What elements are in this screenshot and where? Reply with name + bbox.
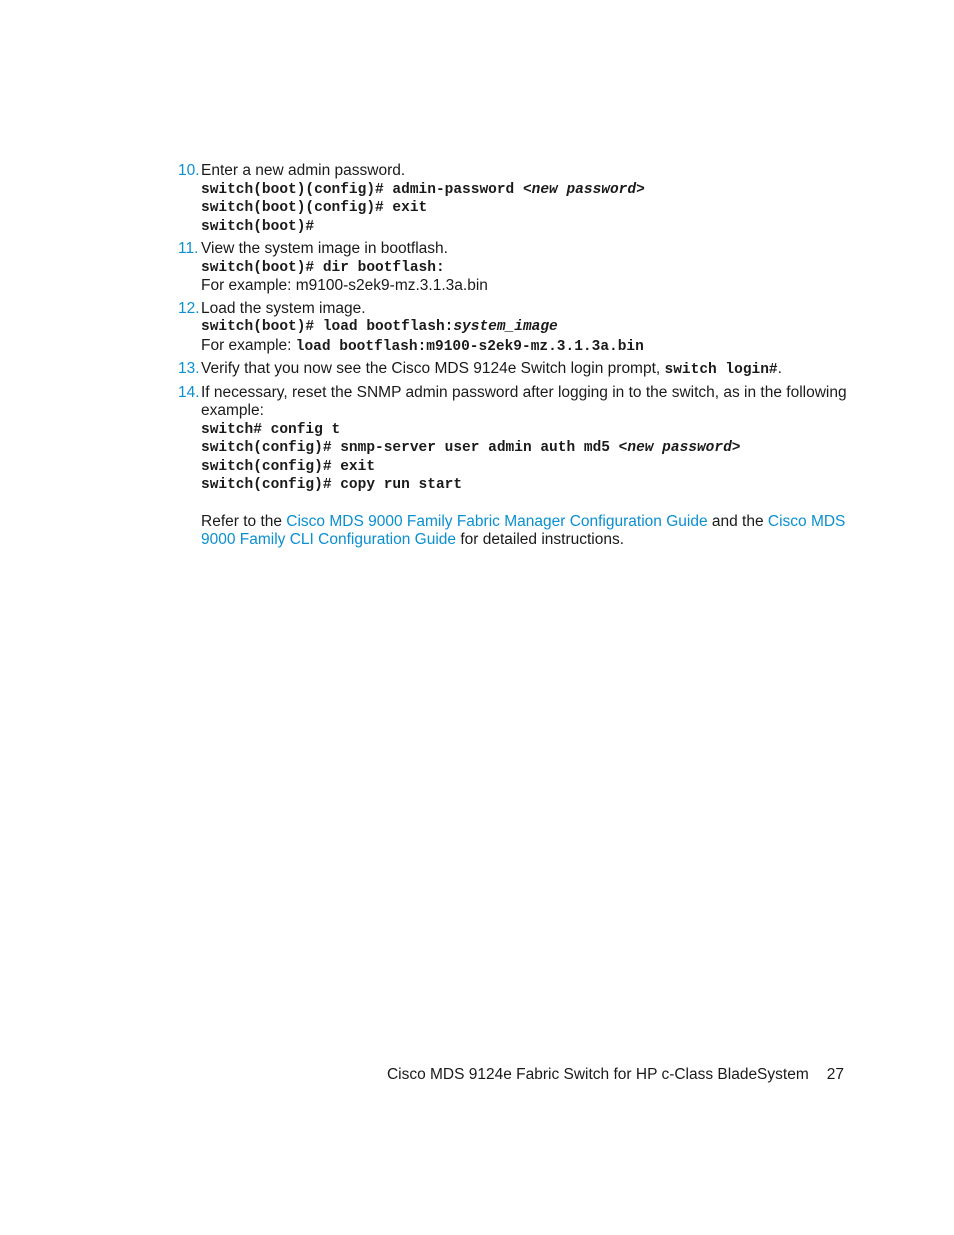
code-argument: system_image <box>453 319 558 335</box>
example-code: load bootflash:m9100-s2ek9-mz.3.1.3a.bin <box>295 338 644 355</box>
step-10 <box>178 162 848 236</box>
code-line: switch(boot)# load bootflash:system_image <box>201 319 558 335</box>
code-line: switch(config)# snmp-server user admin auth md5 <new password> <box>201 440 741 456</box>
login-prompt-code: switch login# <box>664 362 778 378</box>
page-footer <box>387 1066 844 1085</box>
step-number: 12. <box>178 299 200 317</box>
code-line: switch(boot)(config)# exit <box>201 200 428 216</box>
step-number: 10. <box>178 162 200 179</box>
page-number: 27 <box>826 1066 844 1083</box>
code-line: switch(config)# exit <box>201 458 376 475</box>
cli-configuration-guide-link[interactable]: Cisco MDS 9000 Family CLI Configuration Guide <box>201 512 846 548</box>
example-label: For example: <box>201 336 296 354</box>
step-14 <box>178 384 848 495</box>
step-text: Enter a new admin password. <box>201 162 406 179</box>
example-text: For example: m9100-s2ek9-mz.3.1.3a.bin <box>201 277 488 294</box>
example-line <box>201 337 848 357</box>
step-11 <box>178 240 848 296</box>
reference-paragraph: Refer to the Cisco MDS 9000 Family Fabric Manager Configuration Guide and the Cisco MDS 9000 Family CLI Configuration Guide for detailed instructions. <box>201 512 846 548</box>
footer-title: Cisco MDS 9124e Fabric Switch for HP c-Class BladeSystem <box>386 1066 809 1083</box>
step-text: Verify that you now see the Cisco MDS 9124e Switch login prompt, switch login#. <box>201 360 782 378</box>
step-13 <box>178 360 848 380</box>
step-12 <box>178 300 848 357</box>
step-number: 11. <box>178 240 199 257</box>
step-text: If necessary, reset the SNMP admin password after logging in to the switch, as in the following example: <box>201 383 847 419</box>
code-line: switch(boot)# dir bootflash: <box>201 259 445 276</box>
procedure-steps <box>178 162 848 550</box>
step-text: View the system image in bootflash. <box>201 240 448 257</box>
code-argument: <new password> <box>522 181 645 198</box>
step-text: Load the system image. <box>201 299 366 317</box>
code-line: switch(config)# copy run start <box>201 477 463 493</box>
code-line: switch(boot)# <box>201 218 315 235</box>
code-line: switch# config t <box>201 421 341 438</box>
fabric-manager-guide-link[interactable]: Cisco MDS 9000 Family Fabric Manager Configuration Guide <box>286 512 708 530</box>
code-line: switch(boot)(config)# admin-password <new password> <box>201 181 645 198</box>
step-number: 13. <box>178 360 200 377</box>
code-argument: <new password> <box>618 440 741 456</box>
step-number: 14. <box>178 383 200 401</box>
